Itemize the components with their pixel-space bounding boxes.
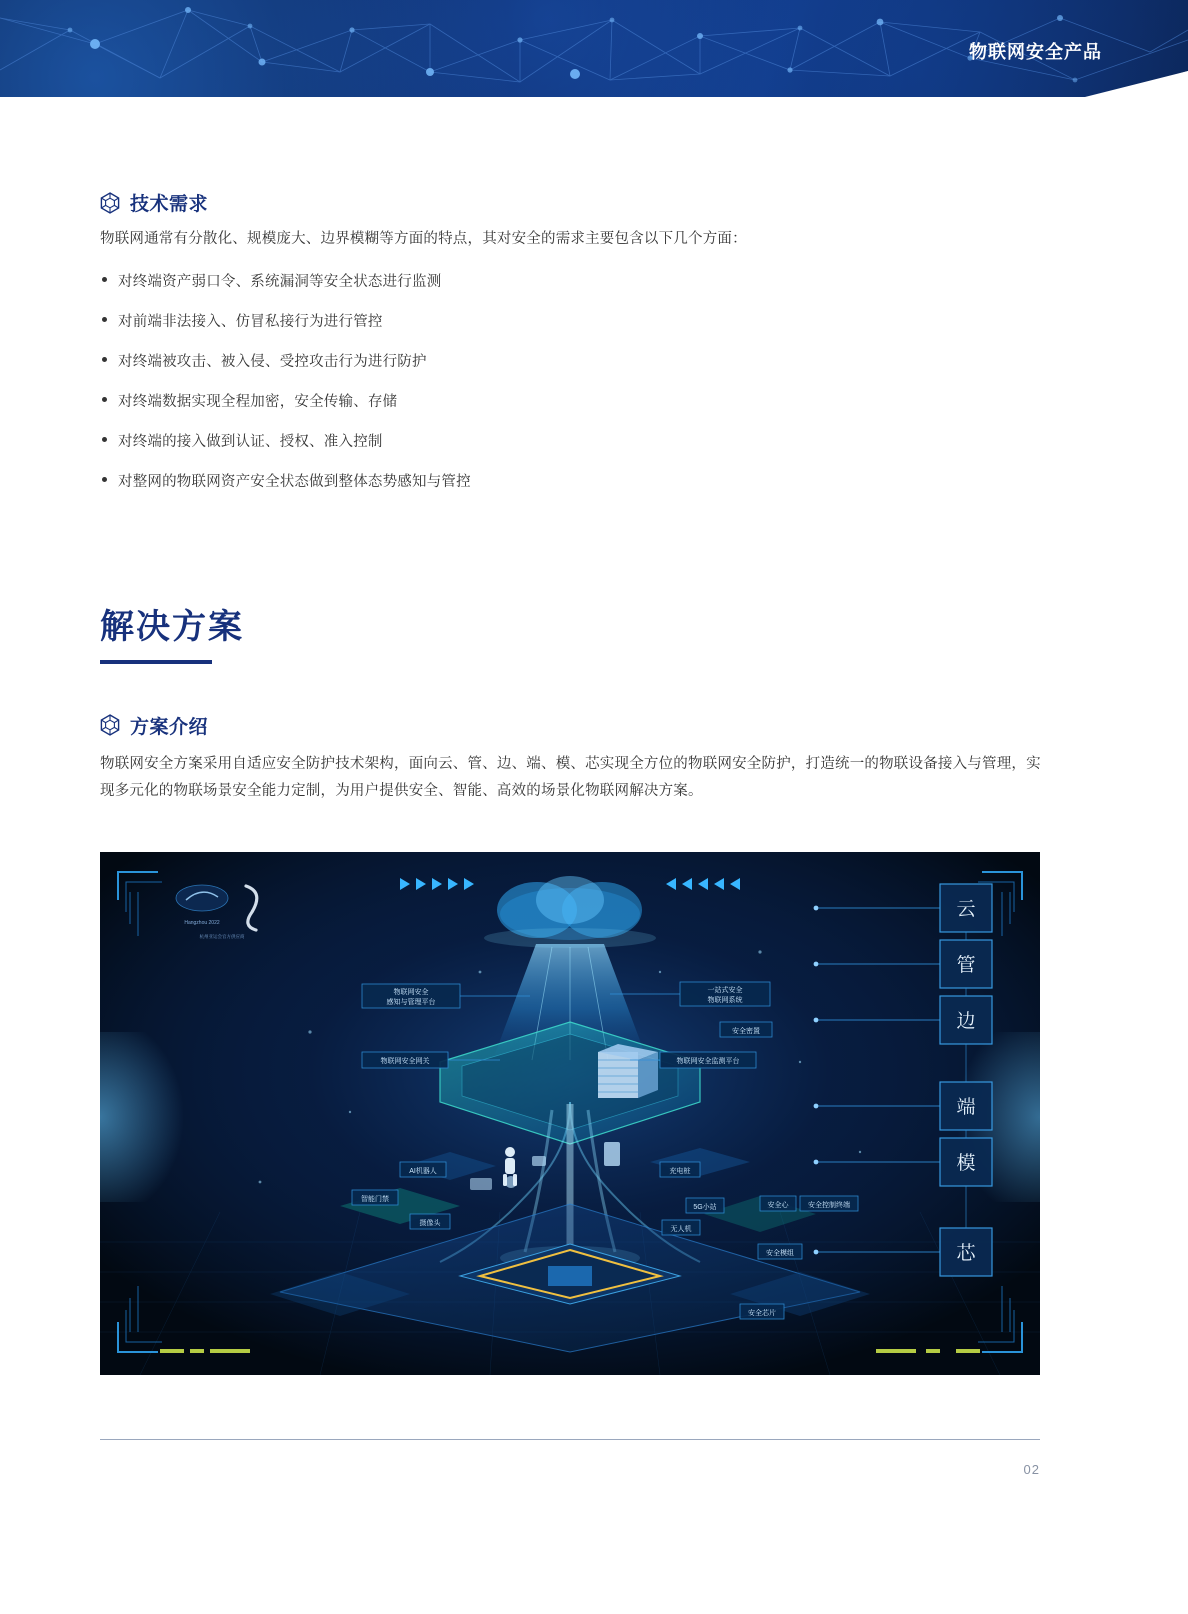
page-header-banner — [0, 0, 1188, 97]
list-item: 对整网的物联网资产安全状态做到整体态势感知与管控 — [100, 470, 1088, 491]
list-item: 对终端数据实现全程加密，安全传输、存储 — [100, 390, 1088, 411]
title-underline — [100, 660, 212, 664]
svg-text:模: 模 — [956, 1153, 976, 1175]
page-content — [0, 189, 1188, 1477]
architecture-figure — [100, 852, 1040, 1375]
svg-text:物联网安全网关: 物联网安全网关 — [380, 1058, 430, 1066]
svg-text:摄像头: 摄像头 — [419, 1220, 441, 1228]
page-number: 02 — [1023, 1462, 1040, 1478]
svg-text:芯: 芯 — [956, 1243, 976, 1265]
footer-divider — [100, 1439, 1040, 1440]
svg-text:充电桩: 充电桩 — [669, 1168, 691, 1176]
solution-intro-title: 方案介绍 — [130, 716, 209, 738]
svg-text:杭州亚运会官方供应商: 杭州亚运会官方供应商 — [199, 934, 245, 940]
hexagon-icon — [100, 192, 120, 214]
tech-requirements-heading — [100, 189, 1088, 216]
page-title: 解决方案 — [100, 607, 244, 646]
svg-text:云: 云 — [956, 899, 976, 921]
svg-text:端: 端 — [956, 1097, 976, 1119]
list-item: 对终端被攻击、被入侵、受控攻击行为进行防护 — [100, 350, 1088, 371]
solution-title-block — [100, 609, 1088, 664]
list-item: 对前端非法接入、仿冒私接行为进行管控 — [100, 310, 1088, 331]
svg-text:5G小站: 5G小站 — [693, 1204, 717, 1212]
svg-text:物联网安全监测平台: 物联网安全监测平台 — [676, 1058, 740, 1066]
tech-requirements-list — [100, 270, 1088, 491]
svg-text:安全心: 安全心 — [767, 1202, 789, 1210]
solution-intro-paragraph: 物联网安全方案采用自适应安全防护技术架构，面向云、管、边、端、模、芯实现全方位的物联网安全防护，打造统一的物联设备接入与管理，实现多元化的物联场景安全能力定制，为用户提供安全、智能、高效的场景化物联网解决方案。 — [100, 755, 1041, 800]
list-item: 对终端资产弱口令、系统漏洞等安全状态进行监测 — [100, 270, 1088, 291]
header-title: 物联网安全产品 — [969, 42, 1102, 62]
banner-wedge — [0, 71, 1188, 97]
svg-text:物联网安全: 物联网安全 — [393, 989, 429, 997]
svg-text:感知与管理平台: 感知与管理平台 — [386, 999, 436, 1007]
hexagon-icon — [100, 714, 120, 736]
svg-text:安全模组: 安全模组 — [766, 1250, 794, 1258]
svg-text:AI机器人: AI机器人 — [409, 1168, 437, 1176]
svg-text:管: 管 — [956, 955, 976, 977]
svg-text:物联网系统: 物联网系统 — [707, 997, 743, 1005]
architecture-illustration — [100, 852, 1040, 1375]
solution-intro-section — [100, 712, 1088, 806]
svg-text:安全密置: 安全密置 — [732, 1028, 760, 1036]
list-item: 对终端的接入做到认证、授权、准入控制 — [100, 430, 1088, 451]
svg-text:无人机: 无人机 — [670, 1226, 692, 1234]
svg-text:安全控制终端: 安全控制终端 — [808, 1202, 850, 1210]
solution-intro-heading — [100, 712, 1088, 739]
svg-text:边: 边 — [956, 1011, 976, 1033]
tech-requirements-title: 技术需求 — [130, 194, 209, 215]
tech-requirements-section — [100, 189, 1088, 491]
tech-requirements-intro: 物联网通常有分散化、规模庞大、边界模糊等方面的特点，其对安全的需求主要包含以下几个方面： — [100, 231, 747, 247]
svg-text:安全芯片: 安全芯片 — [748, 1310, 776, 1318]
svg-text:智能门禁: 智能门禁 — [361, 1196, 389, 1204]
svg-text:一站式安全: 一站式安全 — [707, 987, 743, 995]
svg-text:Hangzhou 2022: Hangzhou 2022 — [184, 920, 220, 927]
